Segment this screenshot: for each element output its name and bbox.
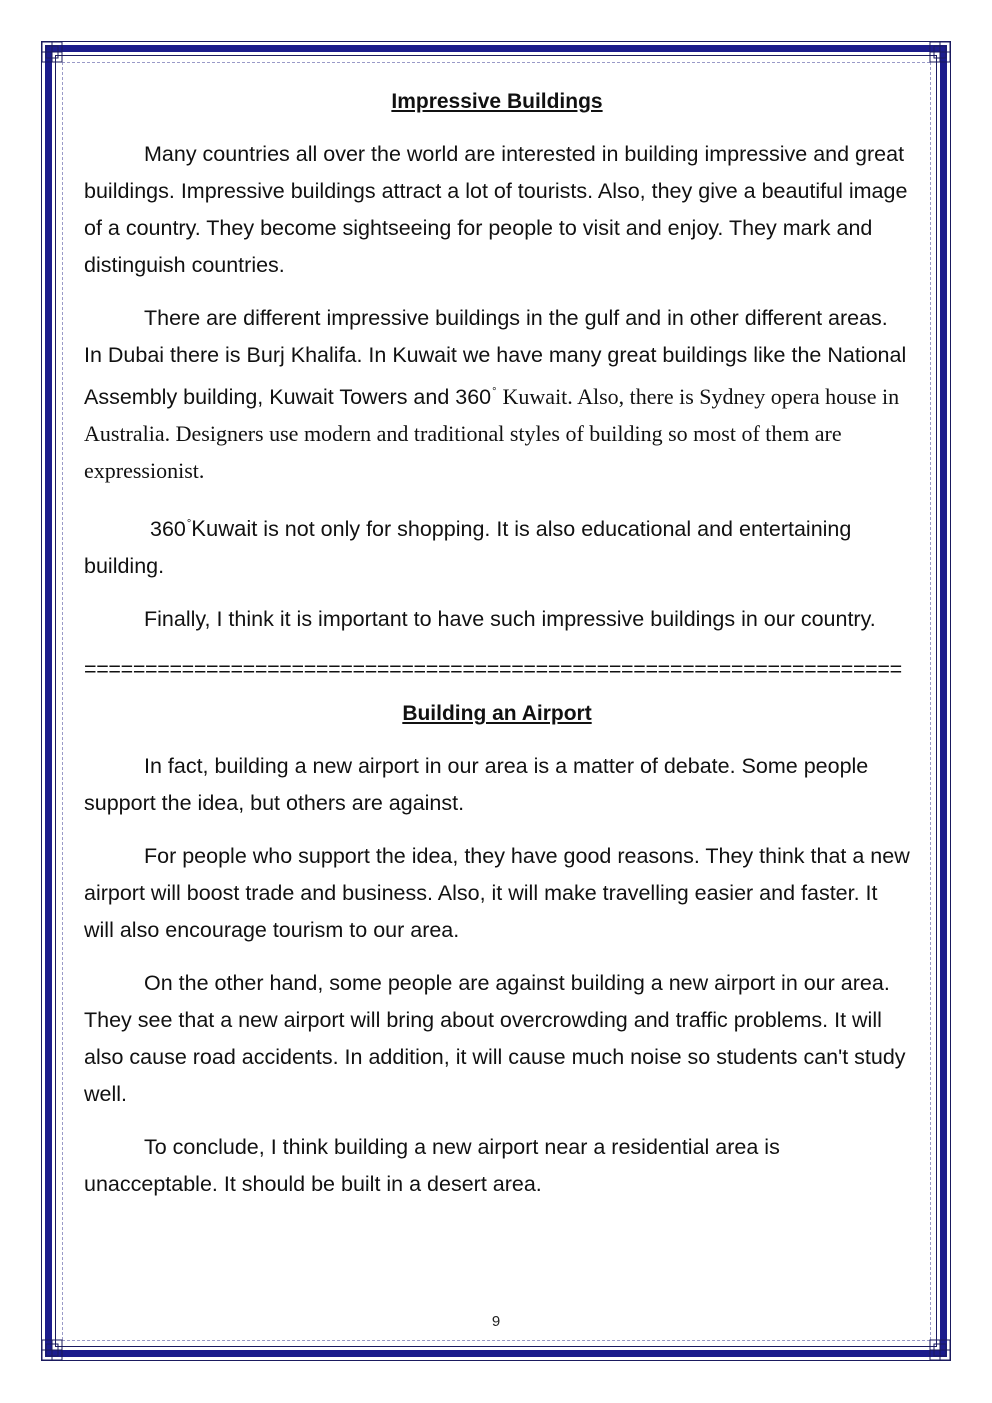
corner-ornament-top-left [41, 41, 63, 63]
page-number: 9 [491, 1313, 501, 1330]
paragraph-airport-1: In fact, building a new airport in our area is a matter of debate. Some people support the idea, but others are against. [84, 754, 869, 815]
border-dashed-top [62, 62, 930, 63]
border-dashed-left [62, 62, 63, 1340]
border-dashed-right [930, 62, 931, 1340]
paragraph-airport-4: To conclude, I think building a new airport near a residential area is unacceptable. It should be built in a desert area. [84, 1135, 780, 1196]
document-body [84, 80, 910, 1219]
paragraph-airport-2: For people who support the idea, they have good reasons. They think that a new airport will boost trade and business. Also, it will make travelling easier and faster. It will also encourage tourism to our area. [84, 844, 910, 942]
paragraph-impressive-2-serif: Kuwait. Also, there is Sydney opera house in Australia. Designers use modern and traditional styles of building so most of them are expressionist. [84, 384, 900, 483]
section-title-building-airport: Building an Airport [402, 702, 592, 725]
corner-ornament-bottom-left [41, 1339, 63, 1361]
paragraph-impressive-4: Finally, I think it is important to have such impressive buildings in our country. [144, 607, 876, 631]
border-dashed-bottom [62, 1340, 930, 1341]
degree-symbol: ° [492, 386, 497, 398]
paragraph-impressive-2-sans: There are different impressive buildings in the gulf and in other different areas. In Dubai there is Burj Khalifa. In Kuwait we have many great buildings like the National Assembly building, Kuwait Towers and 360 [84, 306, 907, 409]
paragraph-airport-3: On the other hand, some people are against building a new airport in our area. They see that a new airport will bring about overcrowding and traffic problems. It will also cause road accidents. In addition, it will cause much noise so students can't study well. [84, 971, 906, 1106]
paragraph-impressive-3-number: 360 [150, 517, 186, 541]
paragraph-impressive-2 [84, 300, 910, 490]
paragraph-impressive-3-kuwait: Kuwait [191, 516, 258, 541]
corner-ornament-bottom-right [929, 1339, 951, 1361]
section-separator: =================================================================== [84, 657, 902, 681]
degree-symbol: ° [186, 518, 192, 530]
paragraph-impressive-3-rest: is not only for shopping. It is also educational and entertaining building. [84, 517, 852, 578]
paragraph-impressive-1: Many countries all over the world are interested in building impressive and great buildings. Impressive buildings attract a lot of tourists. Also, they give a beautiful image of a country. They become sightseeing for people to visit and enjoy. They mark and distinguish countries. [84, 142, 908, 277]
paragraph-impressive-3 [84, 506, 910, 585]
corner-ornament-top-right [929, 41, 951, 63]
section-title-impressive-buildings: Impressive Buildings [391, 90, 603, 113]
